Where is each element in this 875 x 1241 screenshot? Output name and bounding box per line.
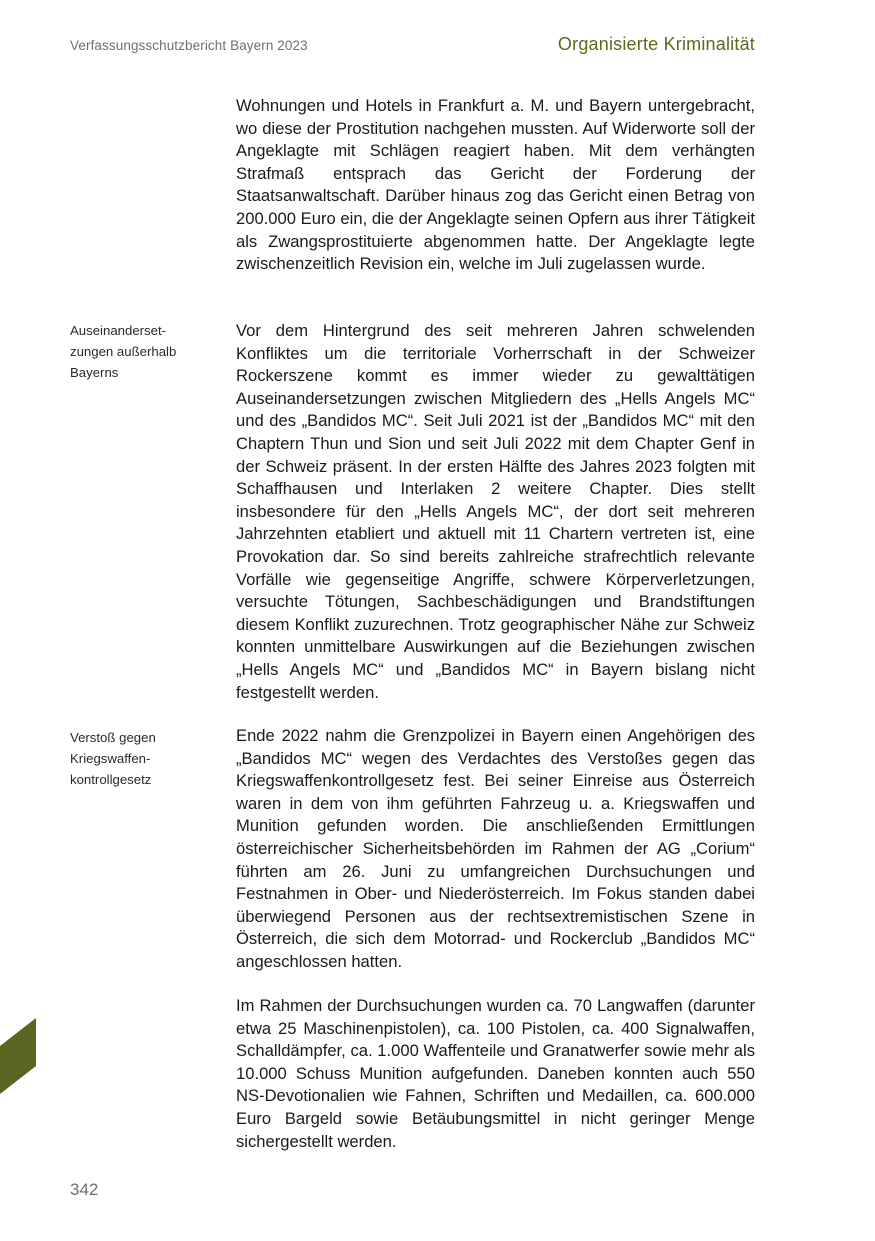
section-title: Organisierte Kriminalität bbox=[557, 34, 755, 54]
margin-note-line: Bayerns bbox=[70, 365, 119, 380]
paragraph-text: Wohnungen und Hotels in Frankfurt a. M. und Bayern untergebracht, wo diese der Prostitution nachgehen mussten. Auf Widerworte soll der Angeklagte mit Schlägen reagiert haben. Mit dem verhängten Strafmaß entsprach das Gericht der Forderung der Staatsanwaltschaft. Darüber hinaus zog das Gericht einen Betrag von 200.000 Euro ein, die der Angeklagte seinen Opfern aus ihrer Tätigkeit als Zwangsprostituierte abgenommen hatte. Der Angeklagte legte zwischenzeitlich Revision ein, welche im Juli zugelassen wurde. bbox=[236, 96, 755, 274]
paragraph-text: Ende 2022 nahm die Grenzpolizei in Bayern einen Angehörigen des „Bandidos MC“ wegen des Verdachtes des Verstoßes gegen das Kriegswaffenkontrollgesetz fest. Bei seiner Einreise aus Österreich waren in dem von ihm geführten Fahrzeug u. a. Kriegswaffen und Munition gefunden worden. Die anschließenden Ermittlungen österreichischer Sicherheitsbehörden im Rahmen der AG „Corium“ führten am 26. Juni zu umfangreichen Durchsuchungen und Festnahmen in Ober- und Niederösterreich. Im Fokus standen dabei überwiegend Personen aus der rechtsextremistischen Szene in Österreich, die sich dem Motorrad- und Rockerclub „Bandidos MC“ angeschlossen hatten. bbox=[236, 726, 755, 971]
body-paragraph-4 bbox=[236, 995, 755, 1153]
margin-note-line: Auseinanderset- bbox=[70, 323, 167, 338]
paragraph-text: Im Rahmen der Durchsuchungen wurden ca. 70 Langwaffen (darunter etwa 25 Maschinenpistolen), ca. 100 Pistolen, ca. 400 Signalwaffen, Schalldämpfer, ca. 1.000 Waffenteile und Granatwerfer sowie mehr als 10.000 Schuss Munition aufgefunden. Daneben konnten auch 550 NS-Devotionalien wie Fahnen, Schriften und Medaillen, ca. 600.000 Euro Bargeld sowie Betäubungsmittel in nicht geringer Menge sichergestellt werden. bbox=[236, 996, 755, 1151]
margin-note-auseinandersetzungen bbox=[70, 320, 210, 383]
body-paragraph-2 bbox=[236, 320, 755, 704]
paragraph-text: Vor dem Hintergrund des seit mehreren Jahren schwelenden Konfliktes um die territoriale Vorherrschaft in der Schweizer Rockerszene kommt es immer wieder zu gewalttätigen Auseinandersetzungen zwischen Mitgliedern des „Hells Angels MC“ und des „Bandidos MC“. Seit Juli 2021 ist der „Bandidos MC“ mit den Chaptern Thun und Sion und seit Juli 2022 mit dem Chapter Genf in der Schweiz präsent. In der ersten Hälfte des Jahres 2023 folgten mit Schaffhausen und Interlaken 2 weitere Chapter. Dies stellt insbesondere für den „Hells Angels MC“, der dort seit mehreren Jahrzehnten etabliert und aktuell mit 11 Chartern vertreten ist, eine Provokation dar. So sind bereits zahlreiche strafrechtlich relevante Vorfälle wie gegenseitige Angriffe, schwere Körperverletzungen, versuchte Tötungen, Sachbeschädigungen und Brandstiftungen diesem Konflikt zuzurechnen. Trotz geographischer Nähe zur Schweiz konnten unmittelbare Auswirkungen auf die Beziehungen zwischen „Hells Angels MC“ und „Bandidos MC“ in Bayern bislang nicht festgestellt werden. bbox=[236, 321, 755, 702]
body-paragraph-3 bbox=[236, 725, 755, 974]
margin-note-line: Kriegswaffen- bbox=[70, 751, 151, 766]
margin-note-line: kontrollgesetz bbox=[70, 772, 152, 787]
page-number: 342 bbox=[70, 1180, 99, 1199]
margin-note-kriegswaffen bbox=[70, 727, 210, 790]
running-head: Verfassungsschutzbericht Bayern 2023 bbox=[70, 38, 308, 53]
edge-tab-marker bbox=[0, 1018, 38, 1094]
body-paragraph-1 bbox=[236, 95, 755, 276]
margin-note-line: zungen außerhalb bbox=[70, 344, 177, 359]
margin-note-line: Verstoß gegen bbox=[70, 730, 156, 745]
